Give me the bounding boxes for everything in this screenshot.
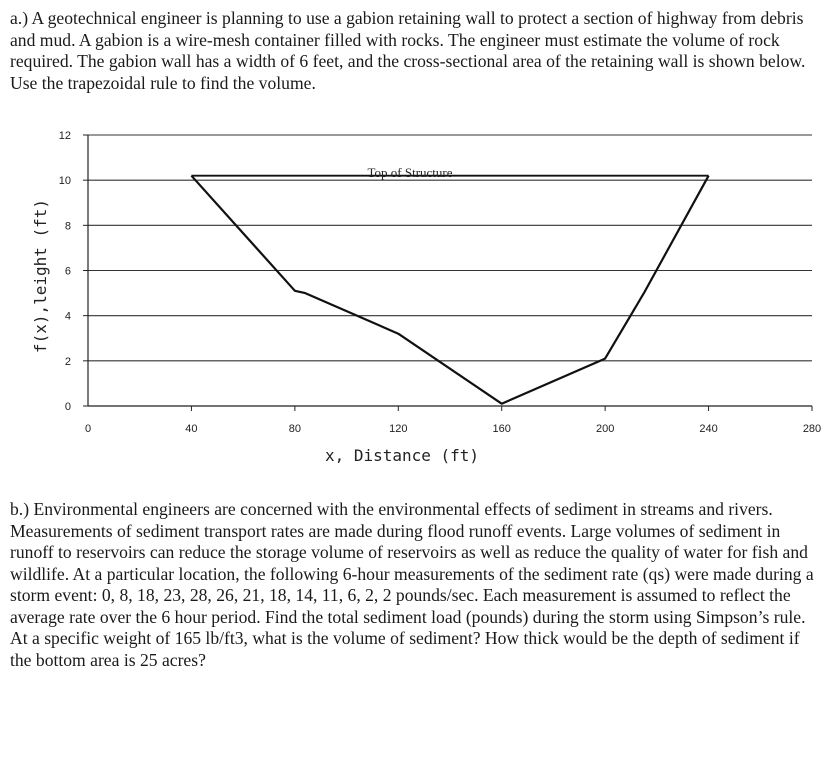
y-axis-title: f(x),leight (ft)	[31, 198, 50, 354]
y-tick-label: 6	[64, 265, 71, 278]
y-tick-label: 8	[64, 220, 71, 233]
x-tick-label: 160	[492, 423, 511, 435]
y-tick-label: 2	[64, 355, 71, 368]
x-tick-label: 280	[802, 423, 822, 435]
x-tick-label: 120	[389, 423, 408, 435]
y-tick-label: 0	[64, 401, 71, 413]
x-tick-label: 0	[84, 423, 92, 435]
x-tick-label: 80	[288, 423, 301, 435]
series-line-1	[191, 176, 708, 404]
y-tick-label: 10	[58, 175, 71, 188]
y-tick-label: 4	[64, 310, 71, 323]
x-axis-title: x, Distance (ft)	[324, 446, 480, 465]
x-tick-label: 240	[699, 423, 718, 435]
x-tick-label: 40	[185, 423, 198, 435]
series	[191, 176, 708, 404]
part-a-text: a.) A geotechnical engineer is planning to use a gabion retaining wall to protect a section of highway from debris and mud. A gabion is a wire-mesh container filled with rocks. The engineer must estimate the volume of rock required. The gabion wall has a width of 6 feet, and the cross-sectional area of the retaining wall is shown below. Use the trapezoidal rule to find the volume.	[10, 8, 806, 93]
part-b-text: b.) Environmental engineers are concerned with the environmental effects of sediment in streams and rivers. Measurements of sediment transport rates are made during flood runoff events. Large volumes of sediment in runoff to reservoirs can reduce the storage volume of reservoirs as well as reduce the quality of water for fish and wildlife. At a particular location, the following 6-hour measurements of the sediment rate (qs) were made during a storm event: 0, 8, 18, 23, 28, 26, 21, 18, 14, 11, 6, 2, 2 pounds/sec. Each measurement is assumed to reflect the average rate over the 6 hour period. Find the total sediment load (pounds) during the storm using Simpson’s rule. At a specific weight of 165 lb/ft3, what is the volume of sediment? How thick would be the depth of sediment if the bottom area is 25 acres?	[10, 499, 814, 670]
annotation-top-of-structure: Top of Structure	[367, 165, 453, 180]
y-tick-label: 12	[58, 130, 71, 142]
x-tick-label: 200	[595, 423, 615, 435]
